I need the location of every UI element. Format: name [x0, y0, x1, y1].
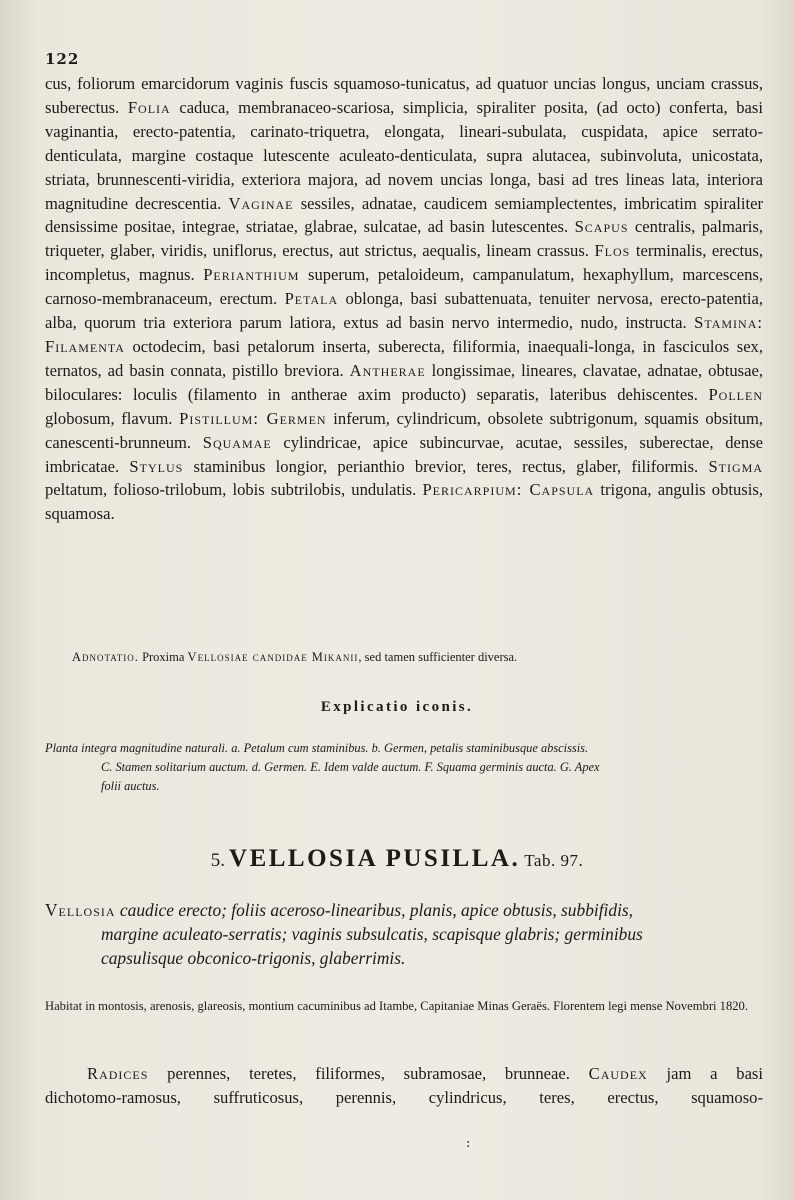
term-label: Pollen — [708, 384, 763, 404]
species-number: 5. — [210, 850, 226, 871]
description-text: staminibus longior, perianthio brevior, teres, rectus, glaber, filiformis. — [183, 456, 709, 476]
explicatio-line-2: C. Stamen solitarium auctum. d. Germen. E. Idem valde auctum. F. Squama germinis aucta. G. Apex — [101, 760, 600, 774]
term-label: Petala — [284, 289, 339, 309]
footer-mark: : — [466, 1136, 471, 1151]
annotation-species: Vellosiae candidae Mikanii — [187, 650, 359, 664]
page-number: 122 — [45, 50, 80, 68]
diagnosis-line-2: margine aculeato-serratis; vaginis subsulcatis, scapisque glabris; germinibus — [101, 924, 643, 944]
description-text: cus, foliorum emarcidorum vaginis fuscis squamoso-tunicatus, ad quatuor uncias longus, unciam crassus, suberectus. — [45, 74, 763, 117]
description-paragraph — [45, 72, 763, 526]
description-text: octodecim, basi petalorum inserta, suberecta, filiformia, inaequali-longa, in fasciculos sex, ternatos, ad basin connata, pistillo breviora. — [45, 336, 763, 380]
term-label: Flos — [594, 241, 631, 261]
description-text: caduca, membranaceo-scariosa, simplicia, spiraliter posita, (ad octo) conferta, basi vaginantia, erecto-patentia, carinato-triquetra, elongata, lineari-subulata, cuspidata, apice serrato-denticulata, margine costaque lutescente aculeato-denticulata, supra alutacea, subinvoluta, unicostata, striata, brunnescenti-viridia, exteriora majora, ad novem uncias longa, basi ad tres lineas lata, interiora magnitudine decrescentia. — [45, 97, 763, 213]
species-diagnosis — [45, 898, 763, 970]
species-description — [45, 72, 763, 526]
caudex-label: Caudex — [588, 1064, 648, 1083]
description-text: globosum, flavum. — [45, 408, 180, 428]
description-text: terminalis, erectus, incompletus, magnus. — [45, 241, 763, 285]
description-text: sessiles, adnatae, caudicem semiamplectentes, imbricatim spiraliter densissime positae, integrae, striatae, glabrae, sulcatae, ad basin lutescentes. — [45, 193, 763, 237]
explicatio-text — [45, 739, 763, 796]
description-text: trigona, angulis obtusis, squamosa. — [45, 480, 763, 524]
term-label: Squamae — [202, 432, 272, 452]
species-name: VELLOSIA PUSILLA. — [229, 845, 521, 872]
term-label: Stigma — [708, 456, 763, 476]
annotation-text-2: , sed tamen sufficienter diversa. — [358, 650, 518, 664]
species-heading — [0, 845, 794, 873]
term-label: Stamina: Filamenta — [45, 313, 763, 356]
term-label: Stylus — [129, 456, 184, 476]
radices-label: Radices — [87, 1064, 149, 1083]
term-label: Vaginae — [228, 193, 294, 213]
habitat-note: Habitat in montosis, arenosis, glareosis, montium cacuminibus ad Itambe, Capitaniae Minas Geraës. Florentem legi mense Novembri 1820. — [45, 999, 748, 1013]
plate-reference: Tab. 97. — [524, 851, 584, 870]
description-text: oblonga, basi subattenuata, tenuiter nervosa, erecto-patentia, alba, quorum tria exteriora parum latiora, extus ad basin nervo intermedio, nudo, instructa. — [45, 289, 763, 333]
annotation-text-1: Proxima — [138, 650, 188, 664]
description-text: superum, petaloideum, campanulatum, hexaphyllum, marcescens, carnoso-membranaceum, erectum. — [45, 265, 763, 309]
description-text: cylindricae, apice subincurvae, acutae, sessiles, suberectae, dense imbricatae. — [45, 432, 764, 476]
diagnosis-line-1: caudice erecto; foliis aceroso-linearibus, planis, apice obtusis, subbifidis, — [115, 900, 634, 920]
term-label: Folia — [127, 97, 171, 117]
explicatio-line-1: Planta integra magnitudine naturali. a. Petalum cum staminibus. b. Germen, petalis staminibusque abscissis. — [45, 741, 589, 755]
description-text: peltatum, folioso-trilobum, lobis subtrilobis, undulatis. — [45, 480, 423, 500]
diagnosis-line-3: capsulisque obconico-trigonis, glaberrimis. — [101, 948, 406, 968]
term-label: Pericarpium: Capsula — [422, 480, 595, 500]
term-label: Antherae — [349, 360, 426, 380]
caudex-text: jam a basi — [647, 1064, 763, 1083]
description-text: centralis, palmaris, triqueter, glaber, viridis, uniflorus, erectus, aut strictus, aequalis, lineam crassus. — [45, 217, 763, 261]
paragraph-2-line-2: dichotomo-ramosus, suffruticosus, perennis, cylindricus, teres, erectus, squamoso- — [45, 1088, 763, 1107]
description-text: longissimae, lineares, clavatae, adnatae, obtusae, biloculares: loculis (filamento in antherae axim producto) separatis, lateribus dehiscentes. — [45, 360, 763, 404]
description-text: inferum, cylindricum, obsolete subtrigonum, squamis obsitum, canescenti-brunneum. — [45, 408, 763, 452]
term-label: Scapus — [574, 217, 629, 237]
diagnosis-genus: Vellosia — [45, 900, 116, 920]
annotation-label: Adnotatio. — [72, 650, 139, 664]
term-label: Perianthium — [203, 265, 300, 285]
radices-text: perennes, teretes, filiformes, subramosae, brunneae. — [148, 1064, 589, 1083]
description-paragraph-2 — [45, 1062, 763, 1110]
term-label: Pistillum: Germen — [179, 408, 327, 428]
annotation — [72, 650, 762, 665]
explicatio-title: Explicatio iconis. — [320, 699, 474, 715]
explicatio-line-3: folii auctus. — [101, 779, 160, 793]
